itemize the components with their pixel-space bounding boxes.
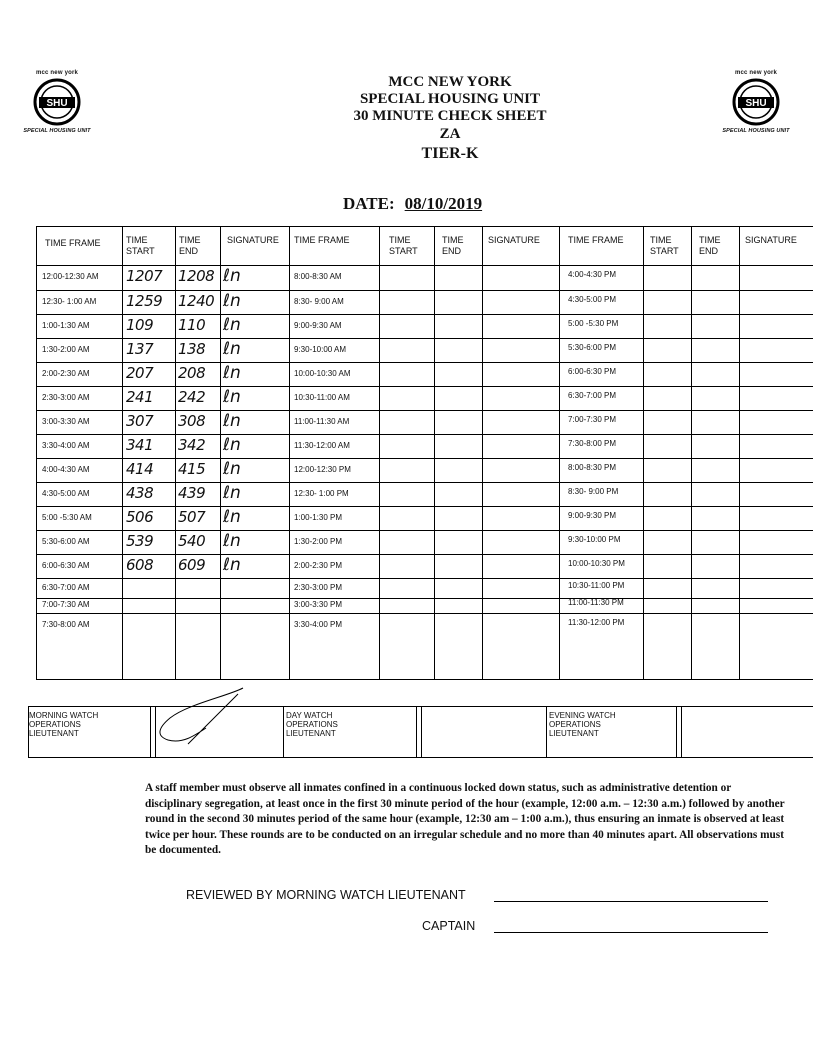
morning-time-start: 137 bbox=[126, 340, 154, 358]
day-watch-lieutenant-label: DAY WATCH OPERATIONS LIEUTENANT bbox=[286, 711, 338, 738]
day-time-frame: 11:00-11:30 AM bbox=[294, 417, 350, 426]
day-time-frame: 9:30-10:00 AM bbox=[294, 345, 347, 354]
morning-time-end: 540 bbox=[178, 532, 206, 550]
morning-signature: ℓn bbox=[223, 363, 241, 383]
evening-time-frame: 8:30- 9:00 PM bbox=[568, 487, 619, 496]
header-time-end-morning: TIME END bbox=[179, 235, 201, 256]
day-time-frame: 9:00-9:30 AM bbox=[294, 321, 342, 330]
day-time-frame: 1:00-1:30 PM bbox=[294, 513, 343, 522]
evening-time-frame: 10:30-11:00 PM bbox=[568, 581, 625, 590]
day-time-frame: 10:30-11:00 AM bbox=[294, 393, 350, 402]
row-divider bbox=[37, 613, 813, 614]
morning-signature: ℓn bbox=[223, 387, 241, 407]
logo-top-text: mcc new york bbox=[35, 70, 79, 76]
row-divider bbox=[37, 362, 813, 363]
header-signature-morning: SIGNATURE bbox=[227, 235, 279, 245]
shu-logo-left bbox=[14, 70, 100, 134]
morning-signature: ℓn bbox=[223, 531, 241, 551]
evening-time-frame: 5:00 -5:30 PM bbox=[568, 319, 619, 328]
evening-time-frame: 7:30-8:00 PM bbox=[568, 439, 617, 448]
morning-time-start: 307 bbox=[126, 412, 154, 430]
morning-time-frame: 5:00 -5:30 AM bbox=[42, 513, 92, 522]
form-date bbox=[343, 194, 482, 214]
header-time-frame-evening: TIME FRAME bbox=[568, 235, 624, 245]
evening-time-frame: 8:00-8:30 PM bbox=[568, 463, 617, 472]
day-time-frame: 2:30-3:00 PM bbox=[294, 583, 343, 592]
day-time-frame: 8:00-8:30 AM bbox=[294, 272, 342, 281]
morning-time-end: 609 bbox=[178, 556, 206, 574]
morning-signature: ℓn bbox=[223, 411, 241, 431]
morning-time-frame: 7:30-8:00 AM bbox=[42, 620, 90, 629]
header-time-end-day: TIME END bbox=[442, 235, 464, 256]
header-institution: MCC NEW YORK bbox=[388, 74, 512, 90]
morning-time-start: 506 bbox=[126, 508, 154, 526]
captain-signature-line[interactable] bbox=[494, 932, 768, 933]
morning-signature: ℓn bbox=[223, 266, 241, 286]
day-time-frame: 3:00-3:30 PM bbox=[294, 600, 343, 609]
row-divider bbox=[37, 290, 813, 291]
morning-time-frame: 12:00-12:30 AM bbox=[42, 272, 99, 281]
morning-time-start: 109 bbox=[126, 316, 154, 334]
morning-signature: ℓn bbox=[223, 435, 241, 455]
row-divider bbox=[37, 314, 813, 315]
morning-time-frame: 3:30-4:00 AM bbox=[42, 441, 90, 450]
morning-time-frame: 1:00-1:30 AM bbox=[42, 321, 90, 330]
morning-time-start: 608 bbox=[126, 556, 154, 574]
morning-time-frame: 6:00-6:30 AM bbox=[42, 561, 90, 570]
evening-time-frame: 5:30-6:00 PM bbox=[568, 343, 617, 352]
header-signature-day: SIGNATURE bbox=[488, 235, 540, 245]
day-time-frame: 3:30-4:00 PM bbox=[294, 620, 343, 629]
header-form-title: 30 MINUTE CHECK SHEET bbox=[353, 108, 547, 124]
morning-time-frame: 5:30-6:00 AM bbox=[42, 537, 90, 546]
morning-time-frame: 3:00-3:30 AM bbox=[42, 417, 90, 426]
evening-watch-lieutenant-label: EVENING WATCH OPERATIONS LIEUTENANT bbox=[549, 711, 616, 738]
header-range: ZA bbox=[439, 126, 461, 142]
evening-time-frame: 9:00-9:30 PM bbox=[568, 511, 617, 520]
morning-time-end: 138 bbox=[178, 340, 206, 358]
day-time-frame: 2:00-2:30 PM bbox=[294, 561, 343, 570]
header-unit: SPECIAL HOUSING UNIT bbox=[359, 91, 541, 107]
logo-top-text: mcc new york bbox=[734, 70, 778, 76]
morning-time-start: 241 bbox=[126, 388, 154, 406]
morning-time-frame: 2:30-3:00 AM bbox=[42, 393, 90, 402]
day-time-frame: 10:00-10:30 AM bbox=[294, 369, 351, 378]
morning-time-end: 242 bbox=[178, 388, 206, 406]
morning-time-start: 341 bbox=[126, 436, 154, 454]
header-time-end-evening: TIME END bbox=[699, 235, 721, 256]
evening-time-frame: 6:30-7:00 PM bbox=[568, 391, 617, 400]
date-label: DATE: bbox=[343, 194, 395, 213]
evening-time-frame: 4:30-5:00 PM bbox=[568, 295, 617, 304]
morning-signature: ℓn bbox=[223, 315, 241, 335]
morning-time-frame: 1:30-2:00 AM bbox=[42, 345, 90, 354]
row-divider bbox=[37, 530, 813, 531]
header-time-frame-day: TIME FRAME bbox=[294, 235, 350, 245]
morning-time-start: 207 bbox=[126, 364, 154, 382]
morning-time-start: 539 bbox=[126, 532, 154, 550]
row-divider bbox=[37, 578, 813, 579]
day-time-frame: 12:30- 1:00 PM bbox=[294, 489, 349, 498]
shu-seal-icon bbox=[33, 78, 81, 126]
morning-time-end: 110 bbox=[178, 316, 206, 334]
form-header bbox=[300, 74, 600, 163]
morning-time-start: 1207 bbox=[126, 267, 163, 285]
day-time-frame: 11:30-12:00 AM bbox=[294, 441, 350, 450]
morning-time-end: 342 bbox=[178, 436, 206, 454]
day-time-frame: 12:00-12:30 PM bbox=[294, 465, 351, 474]
evening-time-frame: 9:30-10:00 PM bbox=[568, 535, 621, 544]
morning-time-end: 1240 bbox=[178, 292, 215, 310]
morning-time-frame: 7:00-7:30 AM bbox=[42, 600, 90, 609]
row-divider bbox=[37, 554, 813, 555]
morning-time-end: 439 bbox=[178, 484, 206, 502]
date-value: 08/10/2019 bbox=[404, 194, 483, 213]
day-time-frame: 8:30- 9:00 AM bbox=[294, 297, 344, 306]
morning-time-end: 507 bbox=[178, 508, 206, 526]
watch-lieutenant-row bbox=[28, 700, 813, 758]
header-time-start-morning: TIME START bbox=[126, 235, 155, 256]
header-time-start-day: TIME START bbox=[389, 235, 418, 256]
morning-signature: ℓn bbox=[223, 555, 241, 575]
morning-signature: ℓn bbox=[223, 483, 241, 503]
row-divider bbox=[37, 434, 813, 435]
header-time-frame-morning: TIME FRAME bbox=[45, 238, 101, 248]
row-divider bbox=[37, 386, 813, 387]
morning-time-end: 308 bbox=[178, 412, 206, 430]
morning-time-frame: 12:30- 1:00 AM bbox=[42, 297, 97, 306]
header-tier: TIER-K bbox=[421, 145, 479, 162]
evening-time-frame: 11:30-12:00 PM bbox=[568, 618, 625, 627]
morning-time-end: 1208 bbox=[178, 267, 215, 285]
evening-time-frame: 10:00-10:30 PM bbox=[568, 559, 625, 568]
lieutenant-signature-scribble bbox=[148, 686, 258, 756]
captain-label: CAPTAIN bbox=[422, 919, 476, 933]
logo-center-text: SHU bbox=[745, 98, 767, 109]
evening-time-frame: 7:00-7:30 PM bbox=[568, 415, 617, 424]
row-divider bbox=[37, 265, 813, 266]
logo-bottom-text: SPECIAL HOUSING UNIT bbox=[722, 128, 790, 134]
row-divider bbox=[37, 506, 813, 507]
row-divider bbox=[37, 338, 813, 339]
header-signature-evening: SIGNATURE bbox=[745, 235, 797, 245]
reviewed-by-signature-line[interactable] bbox=[494, 901, 768, 902]
morning-time-end: 208 bbox=[178, 364, 206, 382]
row-divider bbox=[37, 482, 813, 483]
morning-signature: ℓn bbox=[223, 339, 241, 359]
morning-time-end: 415 bbox=[178, 460, 206, 478]
check-sheet-table bbox=[36, 226, 813, 680]
evening-time-frame: 6:00-6:30 PM bbox=[568, 367, 617, 376]
reviewed-by-label: REVIEWED BY MORNING WATCH LIEUTENANT bbox=[186, 888, 466, 902]
row-divider bbox=[37, 458, 813, 459]
morning-signature: ℓn bbox=[223, 291, 241, 311]
morning-watch-lieutenant-label: MORNING WATCH OPERATIONS LIEUTENANT bbox=[29, 711, 99, 738]
morning-time-start: 414 bbox=[126, 460, 154, 478]
shu-seal-icon bbox=[732, 78, 780, 126]
morning-time-frame: 6:30-7:00 AM bbox=[42, 583, 90, 592]
morning-signature: ℓn bbox=[223, 507, 241, 527]
morning-signature: ℓn bbox=[223, 459, 241, 479]
row-divider bbox=[37, 598, 813, 599]
shu-logo-right bbox=[713, 70, 799, 134]
evening-time-frame: 4:00-4:30 PM bbox=[568, 270, 617, 279]
row-divider bbox=[37, 410, 813, 411]
evening-time-frame: 11:00-11:30 PM bbox=[568, 598, 624, 607]
morning-time-start: 438 bbox=[126, 484, 154, 502]
logo-bottom-text: SPECIAL HOUSING UNIT bbox=[23, 128, 91, 134]
morning-time-frame: 4:00-4:30 AM bbox=[42, 465, 90, 474]
morning-time-frame: 4:30-5:00 AM bbox=[42, 489, 90, 498]
policy-notice: A staff member must observe all inmates confined in a continuous locked down status, such as administrative detention or disciplinary segregation, at least once in the first 30 minute period of the hour (example, 12:00 a.m. – 12:30 a.m.) followed by another round in the second 30 minutes period of the same hour (example, 12:30 am – 1:00 a.m.), thus ensuring an inmate is observed at least twice per hour. These rounds are to be conducted on an irregular schedule and no more than 40 minutes apart. All observations must be documented. bbox=[145, 782, 785, 856]
day-time-frame: 1:30-2:00 PM bbox=[294, 537, 343, 546]
logo-center-text: SHU bbox=[46, 98, 68, 109]
morning-time-start: 1259 bbox=[126, 292, 163, 310]
morning-time-frame: 2:00-2:30 AM bbox=[42, 369, 90, 378]
header-time-start-evening: TIME START bbox=[650, 235, 679, 256]
